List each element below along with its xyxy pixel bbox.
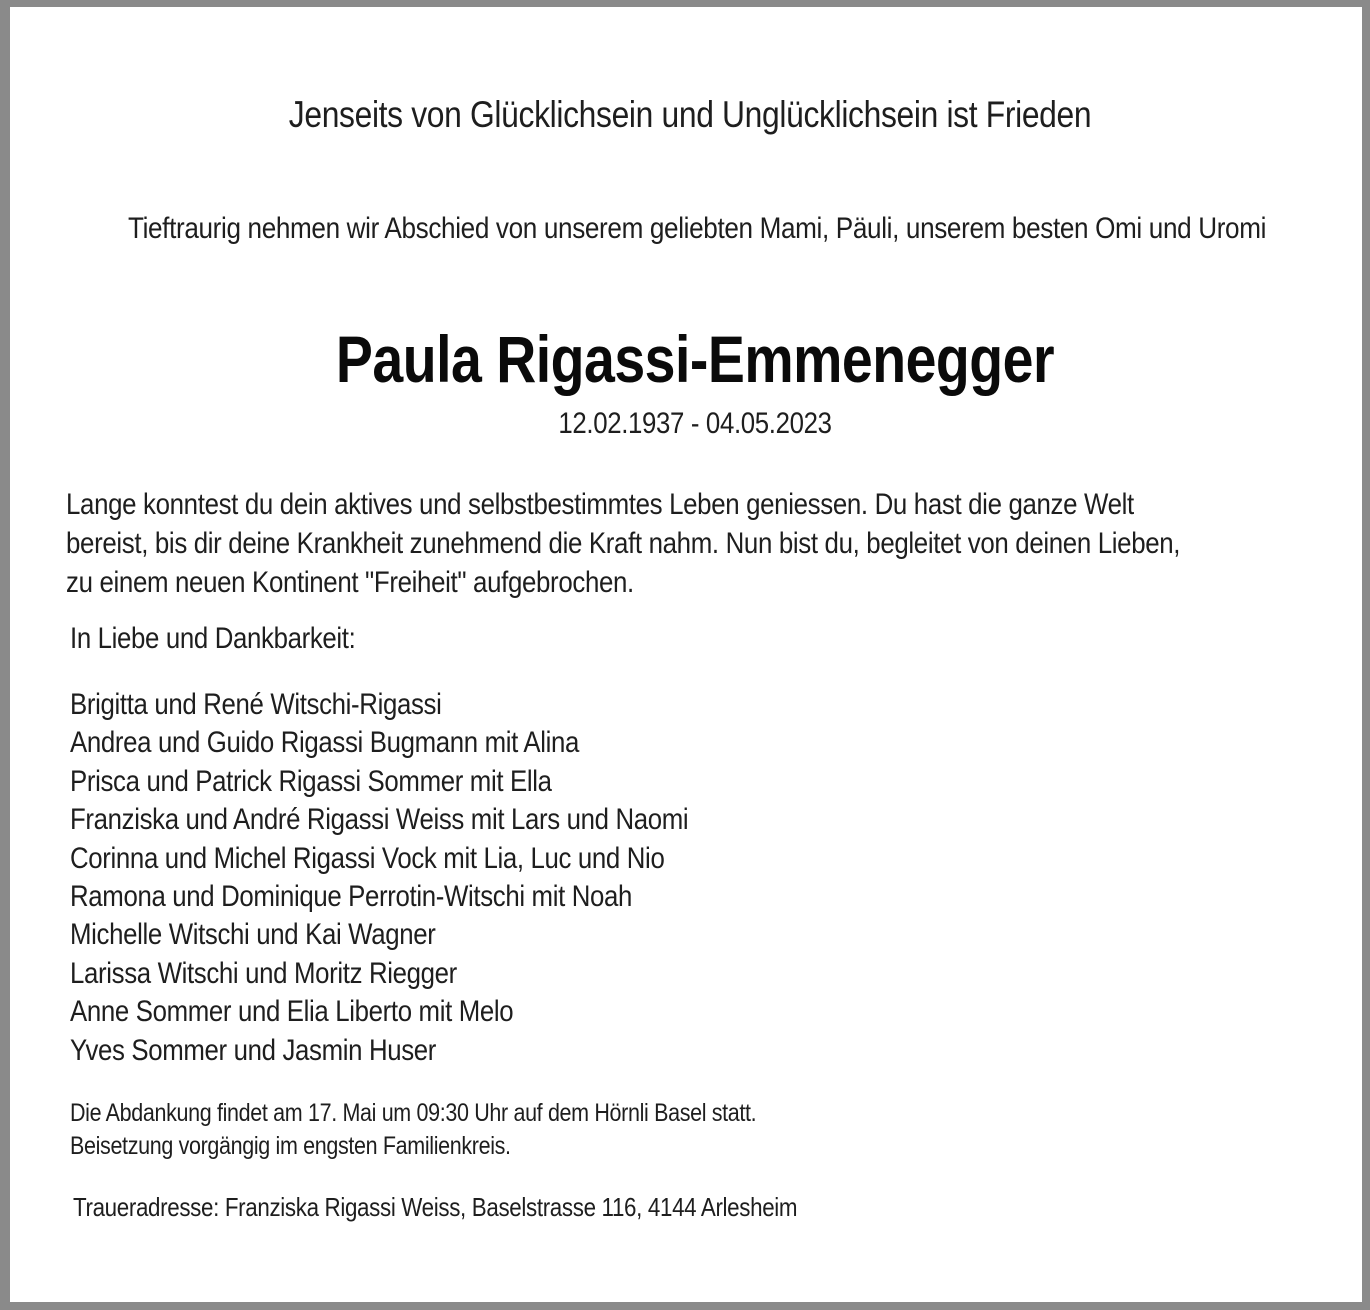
intro-text: Tieftraurig nehmen wir Abschied von unserem geliebten Mami, Päuli, unserem besten Omi und Uromi (127, 212, 1267, 245)
mourner-entry: Yves Sommer und Jasmin Huser (70, 1033, 437, 1067)
mourner-entry: Corinna und Michel Rigassi Vock mit Lia, Luc und Nio (70, 841, 665, 875)
thanks-heading: In Liebe und Dankbarkeit: (70, 622, 356, 655)
mourners-list (70, 686, 688, 1070)
ceremony-info (70, 1097, 756, 1163)
life-dates: 12.02.1937 - 04.05.2023 (558, 407, 832, 440)
mourning-address: Traueradresse: Franziska Rigassi Weiss, Baselstrasse 116, 4144 Arlesheim (73, 1192, 798, 1222)
tribute-paragraph (66, 485, 1359, 602)
mourner-entry: Prisca und Patrick Rigassi Sommer mit Ella (70, 764, 552, 798)
tribute-line: zu einem neuen Kontinent "Freiheit" aufgebrochen. (66, 566, 634, 599)
mourner-entry: Andrea und Guido Rigassi Bugmann mit Alina (70, 726, 580, 760)
tribute-line: Lange konntest du dein aktives und selbstbestimmtes Leben geniessen. Du hast die ganze Welt (66, 488, 1134, 521)
mourner-entry: Ramona und Dominique Perrotin-Witschi mit Noah (70, 880, 633, 914)
ceremony-line: Beisetzung vorgängig im engsten Familienkreis. (70, 1132, 511, 1160)
motto-quote: Jenseits von Glücklichsein und Unglücklichsein ist Frieden (288, 94, 1092, 135)
mourner-entry: Larissa Witschi und Moritz Riegger (70, 956, 457, 990)
tribute-line: bereist, bis dir deine Krankheit zunehmend die Kraft nahm. Nun bist du, begleitet von deinen Lieben, (66, 527, 1181, 560)
mourner-entry: Michelle Witschi und Kai Wagner (70, 918, 436, 952)
deceased-name: Paula Rigassi-Emmenegger (335, 322, 1055, 396)
mourner-entry: Franziska und André Rigassi Weiss mit Lars und Naomi (70, 803, 689, 837)
mourner-entry: Brigitta und René Witschi-Rigassi (70, 688, 442, 721)
ceremony-line: Die Abdankung findet am 17. Mai um 09:30 Uhr auf dem Hörnli Basel statt. (70, 1099, 757, 1127)
mourner-entry: Anne Sommer und Elia Liberto mit Melo (70, 995, 514, 1029)
